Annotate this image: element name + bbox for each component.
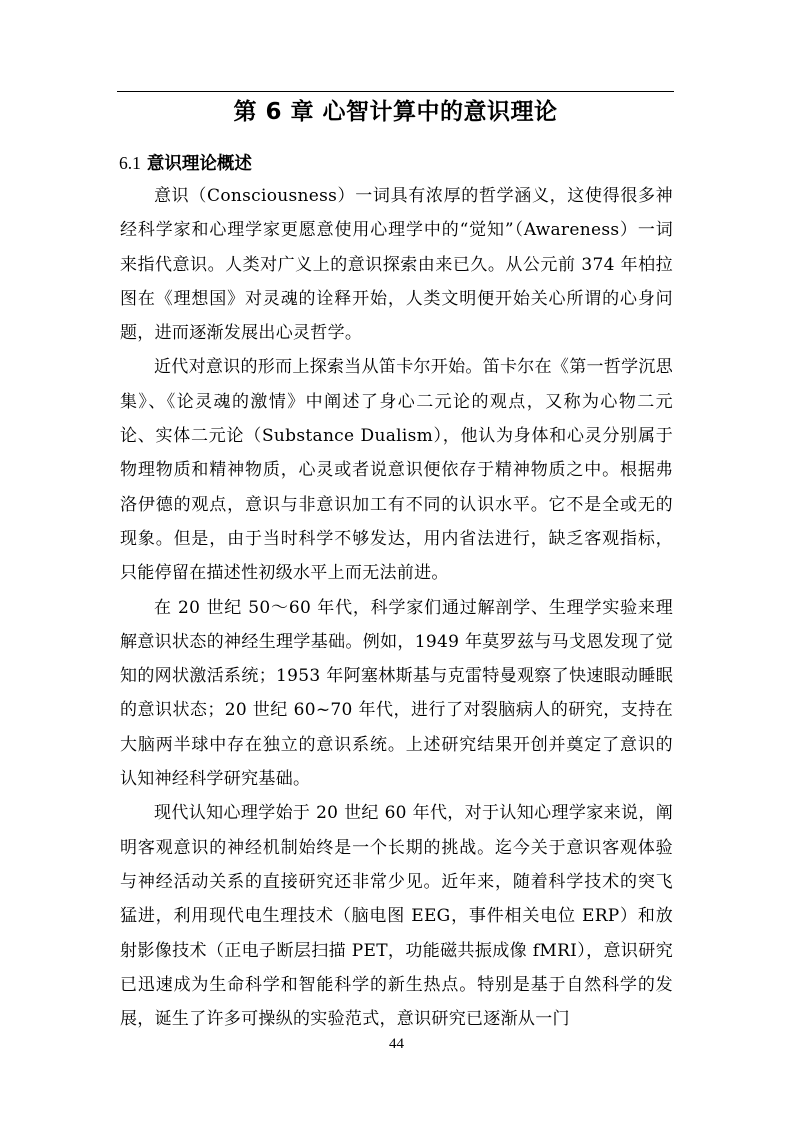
section-number: 6.1 [119,153,141,173]
section-title: 意识理论概述 [146,154,252,174]
chapter-title: 第 6 章 心智计算中的意识理论 [233,99,558,125]
header-rule [117,91,674,92]
section-heading [119,150,252,177]
page-number: 44 [389,1036,404,1052]
paragraph: 意识（Consciousness）一词具有浓厚的哲学涵义，这使得很多神经科学家和心理学家更愿意使用心理学中的“觉知”（Awareness）一词来指代意识。人类对广义上的意识探索由来已久。从公元前 374 年柏拉图在《理想国》对灵魂的诠释开始，人类文明便开始关心所谓的心身问题，进而逐渐发展出心灵哲学。 [120,186,673,344]
body-text [120,179,673,1036]
paragraph: 近代对意识的形而上探索当从笛卡尔开始。笛卡尔在《第一哲学沉思集》、《论灵魂的激情》中阐述了身心二元论的观点，又称为心物二元论、实体二元论（Substance Dualism），他认为身体和心灵分别属于物理物质和精神物质，心灵或者说意识便依存于精神物质之中。根据弗洛伊德的观点，意识与非意识加工有不同的认识水平。它不是全或无的现象。但是，由于当时科学不够发达，用内省法进行，缺乏客观指标，只能停留在描述性初级水平上而无法前进。 [120,357,673,584]
paragraph: 在 20 世纪 50～60 年代，科学家们通过解剖学、生理学实验来理解意识状态的神经生理学基础。例如，1949 年莫罗兹与马戈恩发现了觉知的网状激活系统；1953 年阿塞林斯基与克雷特曼观察了快速眼动睡眠的意识状态；20 世纪 60~70 年代，进行了对裂脑病人的研究，支持在大脑两半球中存在独立的意识系统。上述研究结果开创并奠定了意识的认知神经科学研究基础。 [120,597,673,790]
paragraph: 现代认知心理学始于 20 世纪 60 年代，对于认知心理学家来说，阐明客观意识的神经机制始终是一个长期的挑战。迄今关于意识客观体验与神经活动关系的直接研究还非常少见。近年来，随着科学技术的突飞猛进，利用现代电生理技术（脑电图 EEG，事件相关电位 ERP）和放射影像技术（正电子断层扫描 PET，功能磁共振成像 fMRI），意识研究已迅速成为生命科学和智能科学的新生热点。特别是基于自然科学的发展，诞生了许多可操纵的实验范式，意识研究已逐渐从一门 [120,803,673,1030]
